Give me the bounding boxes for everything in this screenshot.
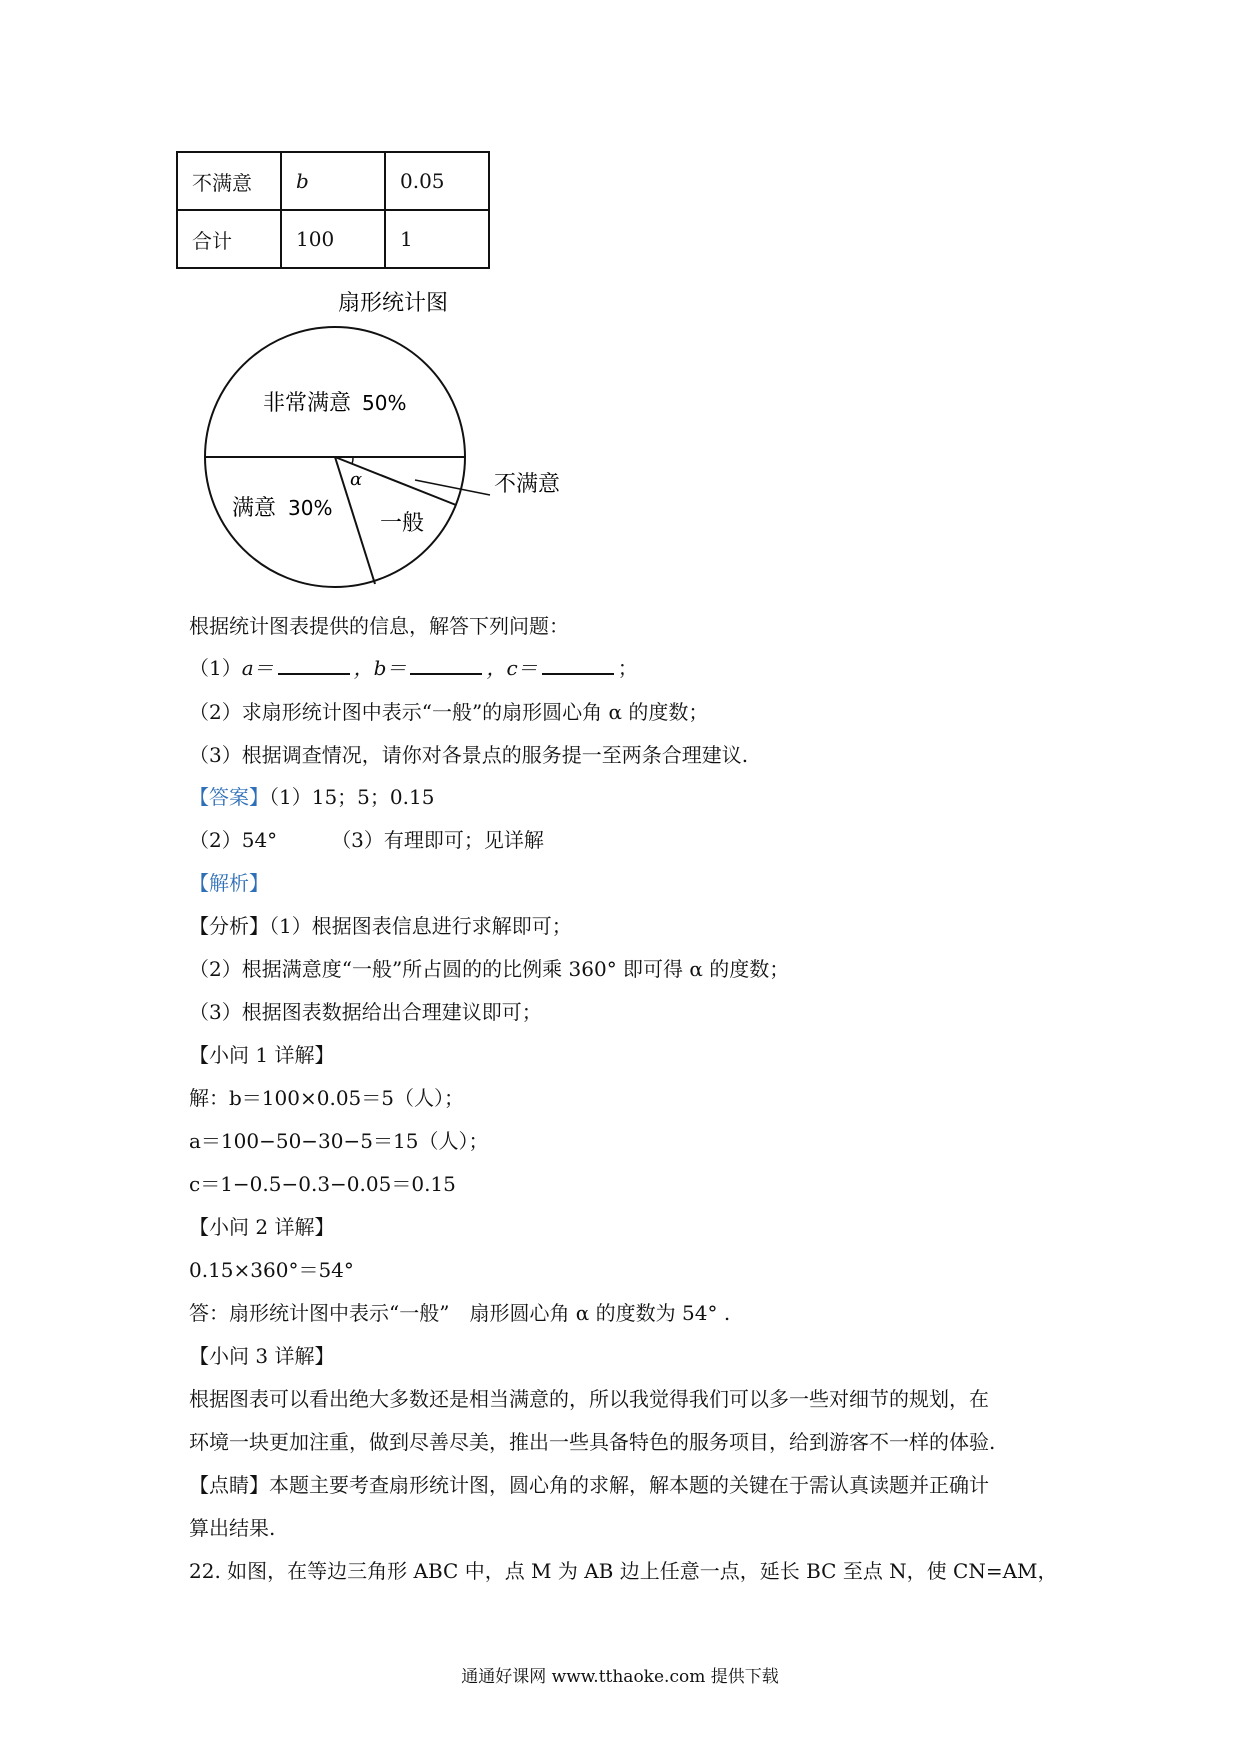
table-row [177, 210, 489, 268]
table-cell-label: 合计 [177, 210, 281, 268]
table-row [177, 152, 489, 210]
blank-c[interactable] [542, 653, 614, 675]
q1-prefix: （1） [189, 656, 242, 680]
para-3-line-2: 环境一块更加注重，做到尽善尽美，推出一些具备特色的服务项目，给到游客不一样的体验. [189, 1430, 996, 1454]
solution-b: 解：b＝100×0.05＝5（人）； [189, 1086, 464, 1110]
answer-tag: 【答案】 [189, 785, 269, 809]
table-cell-count: b [281, 152, 385, 210]
sub-question-3-heading: 【小问 3 详解】 [189, 1344, 335, 1368]
page-footer: 通通好课网 www.tthaoke.com 提供下载 [461, 1667, 779, 1687]
analysis-tag: 【解析】 [189, 871, 269, 895]
alpha-arc [352, 457, 353, 464]
frequency-table [176, 151, 490, 269]
label-very-satisfied: 非常满意 [263, 391, 352, 416]
label-general: 一般 [380, 511, 425, 536]
sub-question-1-heading: 【小问 1 详解】 [189, 1043, 335, 1067]
pie-chart [190, 285, 610, 595]
question-22: 22. 如图，在等边三角形 ABC 中，点 M 为 AB 边上任意一点，延长 BC 至点 N，使 CN=AM， [189, 1559, 1058, 1583]
table-cell-freq: 1 [385, 210, 489, 268]
solution-a: a＝100−50−30−5＝15（人）； [189, 1129, 489, 1153]
solution-c: c＝1−0.5−0.3−0.05＝0.15 [189, 1172, 456, 1196]
answer-2-text: 答：扇形统计图中表示“一般” 扇形圆心角 α 的度数为 54° . [189, 1301, 731, 1325]
calc-2: 0.15×360°＝54° [189, 1258, 354, 1282]
answer-2: （2）54° [189, 828, 278, 852]
dianjing-line-2: 算出结果. [189, 1516, 276, 1540]
pct-satisfied: 30% [288, 496, 333, 520]
fenxi-3: （3）根据图表数据给出合理建议即可； [189, 1000, 542, 1024]
q1-c-label: ，c＝ [486, 656, 538, 680]
answer-1: （1）15；5；0.15 [269, 785, 435, 809]
pie-title: 扇形统计图 [338, 291, 449, 316]
table-cell-label: 不满意 [177, 152, 281, 210]
fenxi-1: 【分析】（1）根据图表信息进行求解即可； [189, 914, 572, 938]
q1-b-label: ，b＝ [353, 656, 407, 680]
intro-text: 根据统计图表提供的信息，解答下列问题： [189, 614, 569, 638]
alpha-label: α [350, 469, 363, 490]
blank-a[interactable] [278, 653, 350, 675]
pct-very-satisfied: 50% [362, 391, 407, 415]
para-3-line-1: 根据图表可以看出绝大多数还是相当满意的，所以我觉得我们可以多一些对细节的规划，在 [189, 1387, 989, 1411]
label-satisfied: 满意 [232, 496, 277, 521]
question-1 [189, 653, 638, 683]
table-cell-count: 100 [281, 210, 385, 268]
fenxi-2: （2）根据满意度“一般”所占圆的的比例乘 360° 即可得 α 的度数； [189, 957, 790, 981]
q1-a-label: a＝ [241, 656, 274, 680]
answer-3: （3）有理即可；见详解 [331, 828, 544, 852]
q1-end: ； [617, 656, 638, 680]
blank-b[interactable] [410, 653, 482, 675]
sub-question-2-heading: 【小问 2 详解】 [189, 1215, 335, 1239]
dianjing-line-1: 【点睛】本题主要考查扇形统计图，圆心角的求解，解本题的关键在于需认真读题并正确计 [189, 1473, 989, 1497]
table-cell-freq: 0.05 [385, 152, 489, 210]
answer-line-2 [189, 825, 544, 855]
question-3: （3）根据调查情况，请你对各景点的服务提一至两条合理建议. [189, 743, 749, 767]
label-unsatisfied: 不满意 [494, 472, 561, 497]
answer-line [189, 782, 434, 812]
question-2: （2）求扇形统计图中表示“一般”的扇形圆心角 α 的度数； [189, 700, 709, 724]
